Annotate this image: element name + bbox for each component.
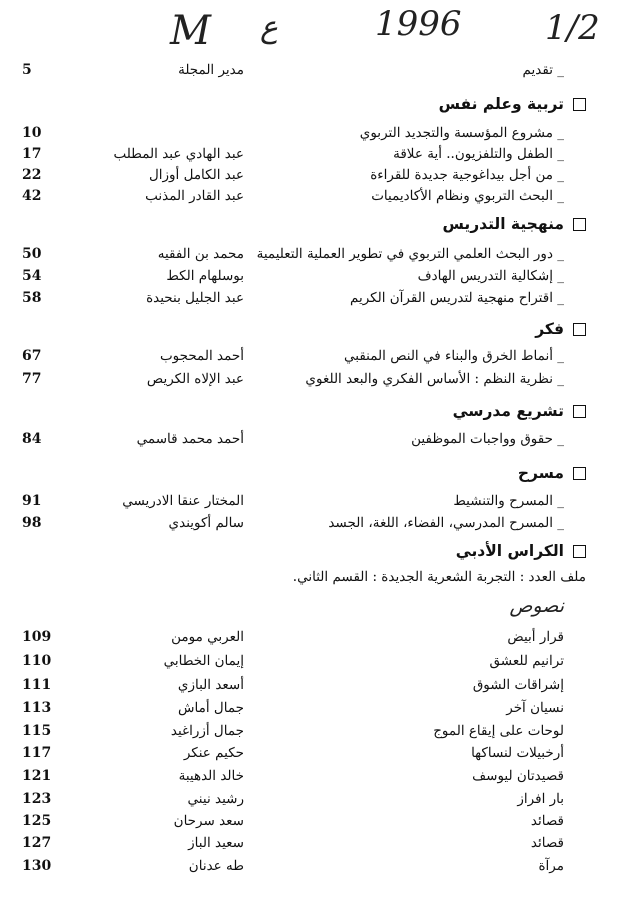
handwritten-note-part: M xyxy=(170,8,211,54)
toc-title: _ من أجل بيداغوجية جديدة للقراءة xyxy=(370,167,564,183)
toc-title: بار افراز xyxy=(517,791,564,807)
toc-title: قصيدتان ليوسف xyxy=(472,768,564,784)
toc-row xyxy=(0,788,626,810)
toc-row xyxy=(0,243,626,265)
toc-title: _ إشكالية التدريس الهادف xyxy=(417,268,564,284)
toc-title: _ البحث التربوي ونظام الأكاديميات xyxy=(371,188,564,204)
toc-row xyxy=(0,697,626,719)
toc-page: 91 xyxy=(22,493,42,509)
toc-title: أرخبيلات لنساكها xyxy=(471,745,564,761)
toc-author: أحمد محمد قاسمي xyxy=(136,431,244,447)
toc-row xyxy=(0,185,626,207)
toc-author: عبد الإلاه الكريص xyxy=(146,371,244,387)
toc-row xyxy=(0,143,626,165)
toc-author: عبد الكامل أوزال xyxy=(148,167,244,183)
toc-row xyxy=(0,855,626,877)
checkbox-square-icon xyxy=(573,405,586,418)
toc-title: ترانيم للعشق xyxy=(489,653,564,669)
section-heading xyxy=(0,213,626,237)
toc-author: محمد بن الفقيه xyxy=(157,246,244,262)
section-heading xyxy=(0,462,626,486)
toc-title: _ حقوق وواجبات الموظفين xyxy=(411,431,564,447)
section-heading xyxy=(0,93,626,117)
toc-title: نسيان آخر xyxy=(506,700,564,716)
texts-label: نصوص xyxy=(509,595,564,617)
toc-page: 67 xyxy=(22,348,42,364)
section-heading xyxy=(0,540,626,564)
toc-author: حكيم عنكر xyxy=(183,745,244,761)
section-heading-text: فكر xyxy=(535,320,564,338)
toc-page: 115 xyxy=(22,723,52,739)
toc-title: إشراقات الشوق xyxy=(472,677,564,693)
section-heading-text: مسرح xyxy=(517,464,564,482)
toc-page: 77 xyxy=(22,371,42,387)
toc-intro-row xyxy=(0,59,626,81)
checkbox-square-icon xyxy=(573,323,586,336)
toc-author: سعيد الباز xyxy=(188,835,244,851)
toc-row xyxy=(0,720,626,742)
section-heading xyxy=(0,400,626,424)
toc-row xyxy=(0,742,626,764)
toc-page: 127 xyxy=(22,835,52,851)
toc-title: _ أنماط الخرق والبناء في النص المنقبي xyxy=(344,348,564,364)
toc-author: عبد القادر المذنب xyxy=(145,188,244,204)
toc-page: 84 xyxy=(22,431,42,447)
toc-row xyxy=(0,626,626,648)
toc-title: _ الطفل والتلفزيون.. أية علاقة xyxy=(393,146,564,162)
toc-row xyxy=(0,832,626,854)
toc-row xyxy=(0,765,626,787)
toc-page: 10 xyxy=(22,125,42,141)
toc-author: خالد الدهيبة xyxy=(178,768,244,784)
toc-author: جمال أزراغيد xyxy=(170,723,244,739)
checkbox-square-icon xyxy=(573,98,586,111)
toc-title: قصائد xyxy=(530,813,564,829)
toc-author: جمال أماش xyxy=(178,700,244,716)
handwritten-note-part: ع xyxy=(260,10,278,45)
checkbox-square-icon xyxy=(573,545,586,558)
toc-page: 111 xyxy=(22,677,52,693)
section-heading-text: تشريع مدرسي xyxy=(452,402,564,420)
toc-page: 121 xyxy=(22,768,52,784)
toc-title: لوحات على إيقاع الموج xyxy=(433,723,564,739)
toc-page: 17 xyxy=(22,146,42,162)
handwritten-note-part: 1996 xyxy=(375,4,462,44)
toc-page: 123 xyxy=(22,791,52,807)
toc-author: أسعد البازي xyxy=(177,677,244,693)
toc-page: 109 xyxy=(22,629,52,645)
toc-page: 98 xyxy=(22,515,42,531)
toc-title: قرار أبيض xyxy=(507,629,564,645)
toc-title: _ المسرح والتنشيط xyxy=(453,493,564,509)
toc-page: 22 xyxy=(22,167,42,183)
toc-title: _ المسرح المدرسي، الفضاء، اللغة، الجسد xyxy=(328,515,564,531)
toc-title: _ تقديم xyxy=(522,62,564,78)
checkbox-square-icon xyxy=(573,467,586,480)
toc-row xyxy=(0,512,626,534)
toc-title: مرآة xyxy=(538,858,564,874)
toc-row xyxy=(0,368,626,390)
section-heading-text: تربية وعلم نفس xyxy=(438,95,564,113)
toc-row xyxy=(0,490,626,512)
toc-page: 42 xyxy=(22,188,42,204)
toc-author: أحمد المحجوب xyxy=(159,348,244,364)
section-heading-text: الكراس الأدبي xyxy=(455,542,564,560)
toc-page: 110 xyxy=(22,653,52,669)
toc-author: إيمان الخطابي xyxy=(163,653,244,669)
toc-author: مدير المجلة xyxy=(178,62,244,78)
toc-title: _ دور البحث العلمي التربوي في تطوير العملية التعليمية xyxy=(256,246,564,262)
toc-page: 130 xyxy=(22,858,52,874)
dossier-line: ملف العدد : التجربة الشعرية الجديدة : القسم الثاني. xyxy=(292,569,586,585)
toc-title: _ اقتراح منهجية لتدريس القرآن الكريم xyxy=(349,290,564,306)
toc-row xyxy=(0,164,626,186)
toc-page: 125 xyxy=(22,813,52,829)
toc-author: عبد الهادي عبد المطلب xyxy=(113,146,244,162)
section-heading xyxy=(0,318,626,342)
toc-page: 50 xyxy=(22,246,42,262)
toc-row xyxy=(0,674,626,696)
toc-row xyxy=(0,265,626,287)
toc-row xyxy=(0,428,626,450)
toc-row xyxy=(0,810,626,832)
toc-page: 113 xyxy=(22,700,52,716)
toc-author: المختار عنقا الادريسي xyxy=(122,493,244,509)
toc-row xyxy=(0,122,626,144)
toc-row xyxy=(0,650,626,672)
toc-author: عبد الجليل بنحيدة xyxy=(146,290,244,306)
toc-author: سالم أكويندي xyxy=(168,515,244,531)
toc-row xyxy=(0,345,626,367)
toc-page: 58 xyxy=(22,290,42,306)
toc-author: طه عدنان xyxy=(188,858,244,874)
toc-title: _ نظرية النظم : الأساس الفكري والبعد اللغوي xyxy=(305,371,564,387)
toc-row xyxy=(0,287,626,309)
toc-page: 5 xyxy=(22,62,32,78)
handwritten-note-part: 1/2 xyxy=(545,8,600,48)
toc-page: 117 xyxy=(22,745,52,761)
toc-author: العربي مومن xyxy=(171,629,244,645)
toc-title: قصائد xyxy=(530,835,564,851)
toc-page: 54 xyxy=(22,268,42,284)
toc-author: سعد سرحان xyxy=(173,813,244,829)
checkbox-square-icon xyxy=(573,218,586,231)
section-heading-text: منهجية التدريس xyxy=(442,215,564,233)
toc-author: رشيد نيني xyxy=(187,791,244,807)
toc-author: بوسلهام الكط xyxy=(166,268,244,284)
toc-title: _ مشروع المؤسسة والتجديد التربوي xyxy=(359,125,564,141)
